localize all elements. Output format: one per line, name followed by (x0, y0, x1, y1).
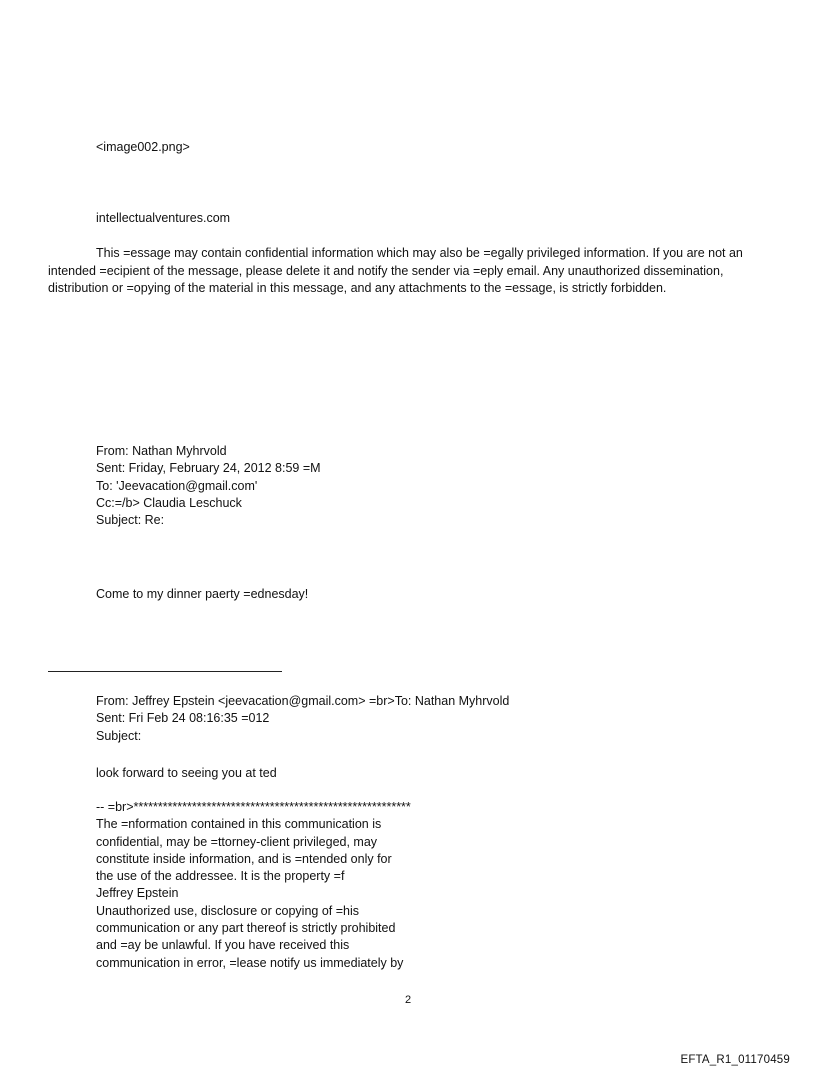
footer-line: and =ay be unlawful. If you have received this (96, 938, 350, 953)
footer-line: communication or any part thereof is strictly prohibited (96, 921, 396, 936)
email-header-1 (96, 443, 321, 529)
header-cc: Cc:=/b> Claudia Leschuck (96, 495, 242, 510)
footer-line: Unauthorized use, disclosure or copying of =his (96, 903, 359, 918)
original-body: look forward to seeing you at ted (96, 766, 277, 780)
header-sent: Sent: Friday, February 24, 2012 8:59 =M (96, 461, 321, 476)
header-to: To: 'Jeevacation@gmail.com' (96, 478, 258, 493)
document-id: EFTA_R1_01170459 (680, 1054, 790, 1066)
footer-line: the use of the addressee. It is the property =f (96, 869, 345, 884)
footer-line: communication in error, =lease notify us immediately by (96, 955, 404, 970)
footer-line: confidential, may be =ttorney-client privileged, may (96, 834, 378, 849)
header-sent: Sent: Fri Feb 24 08:16:35 =012 (96, 711, 270, 726)
reply-body: Come to my dinner paerty =ednesday! (96, 587, 309, 601)
header-subject: Subject: Re: (96, 513, 165, 528)
page-number: 2 (404, 994, 412, 1006)
footer-line: constitute inside information, and is =ntended only for (96, 851, 392, 866)
header-from: From: Nathan Myhrvold (96, 444, 227, 458)
signature-footer (96, 799, 411, 972)
footer-line: The =nformation contained in this communication is (96, 817, 382, 832)
confidentiality-disclaimer: This =essage may contain confidential information which may also be =egally privileged information. If you are not an intended =ecipient of the message, please delete it and notify the sender via =eply email. Any unauthorized dissemination, distribution or =opying of the material in this message, and any attachments to the =essage, is strictly forbidden. (48, 246, 743, 295)
email-header-2 (96, 693, 509, 745)
header-subject: Subject: (96, 728, 142, 743)
footer-line: Jeffrey Epstein (96, 886, 179, 901)
attachment-placeholder: <image002.png> (96, 140, 190, 154)
signature-separator: -- =br>********************************************************* (96, 800, 411, 814)
header-from-to: From: Jeffrey Epstein <jeevacation@gmail.com> =br>To: Nathan Myhrvold (96, 694, 510, 708)
domain-link[interactable]: intellectualventures.com (96, 211, 231, 225)
divider-line (48, 671, 282, 672)
